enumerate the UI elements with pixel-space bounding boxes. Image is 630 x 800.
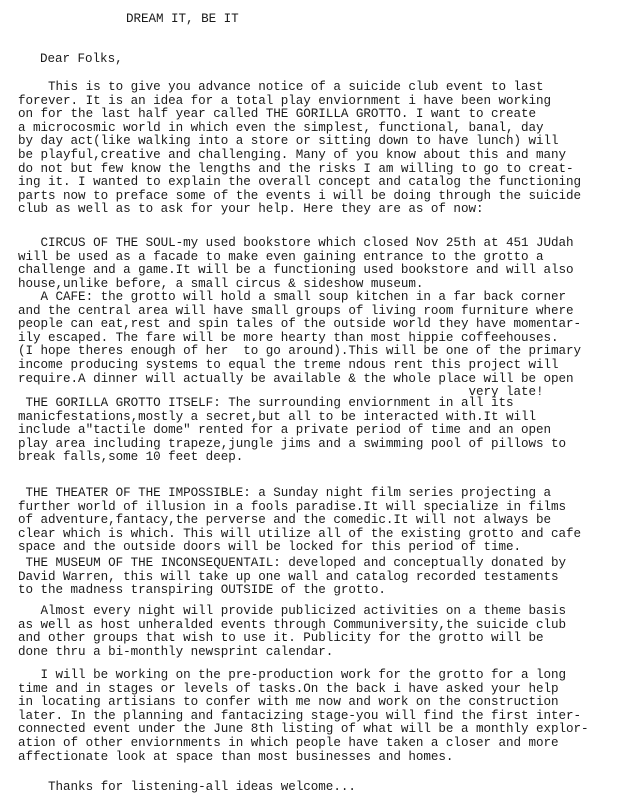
paragraph-theater-of-the-impossible-line: further world of illusion in a fools paradise.It will specialize in films (18, 499, 567, 514)
paragraph-gorilla-grotto-itself-line: THE GORILLA GROTTO ITSELF: The surrounding enviornment in all its (18, 396, 514, 410)
paragraph-pre-production-line: ation of other enviornments in which people have taken a closer and more (18, 736, 559, 750)
paragraph-gorilla-grotto-itself-line: manicfestations,mostly a secret,but all to be interacted with.It will (18, 409, 537, 424)
paragraph-circus-of-the-soul-line: CIRCUS OF THE SOUL-my used bookstore which closed Nov 25th at 451 JUdah (18, 236, 574, 250)
paragraph-gorilla-grotto-itself-line: break falls,some 10 feet deep. (18, 450, 244, 465)
paragraph-circus-of-the-soul-line: will be used as a facade to make even gaining entrance to the grotto a (18, 249, 544, 264)
paragraph-a-cafe-line: ily escaped. The fare will be more hearty than most hippie coffeehouses. (18, 330, 559, 345)
paragraph-activities-line: done thru a bi-monthly newsprint calendar. (18, 644, 334, 659)
paragraph-pre-production-line: time and in stages or levels of tasks.On the back i have asked your help (18, 681, 559, 696)
paragraph-theater-of-the-impossible-line: clear which is which. This will utilize all of the existing grotto and cafe (18, 526, 582, 541)
paragraph-pre-production-line: in locating artisians to confer with me now and work on the construction (18, 695, 559, 710)
paragraph-intro-line: do not but few know the lengths and the risks I am willing to go to creat- (18, 161, 574, 176)
paragraph-pre-production-line: later. In the planning and fantacizing stage-you will find the first inter- (18, 708, 582, 723)
paragraph-intro-line: on for the last half year called THE GORILLA GROTTO. I want to create (18, 107, 537, 122)
paragraph-pre-production-line: connected event under the June 8th listing of what will be a monthly explor- (18, 722, 589, 737)
paragraph-activities-line: Almost every night will provide publicized activities on a theme basis (18, 604, 567, 618)
paragraph-activities-line: and other groups that wish to use it. Publicity for the grotto will be (18, 631, 544, 646)
paragraph-intro-line: forever. It is an idea for a total play enviornment i have been working (18, 93, 552, 108)
paragraph-museum-of-the-inconsequentail-line: to the madness transpiring OUTSIDE of the grotto. (18, 583, 386, 598)
paragraph-a-cafe-line: very late! (18, 385, 544, 400)
paragraph-a-cafe-line: (I hope theres enough of her to go around).This will be one of the primary (18, 344, 582, 359)
paragraph-intro-line: club as well as to ask for your help. Here they are as of now: (18, 202, 484, 217)
paragraph-theater-of-the-impossible-line: of adventure,fantacy,the perverse and the comedic.It will not always be (18, 513, 552, 528)
paragraph-a-cafe-line: require.A dinner will actually be available & the whole place will be open (18, 371, 574, 386)
closing-line: Thanks for listening-all ideas welcome... (18, 780, 356, 794)
paragraph-a-cafe-line: A CAFE: the grotto will hold a small soup kitchen in a far back corner (18, 290, 567, 304)
paragraph-intro-line: a microcosmic world in which even the simplest, functional, banal, day (18, 120, 544, 135)
paragraph-intro-line: ing it. I wanted to explain the overall concept and catalog the functioning (18, 175, 582, 190)
paragraph-activities-line: as well as host unheralded events through Communiversity,the suicide club (18, 617, 567, 632)
paragraph-theater-of-the-impossible-line: space and the outside doors will be locked for this period of time. (18, 540, 522, 555)
paragraph-intro-line: This is to give you advance notice of a suicide club event to last (18, 80, 544, 94)
paragraph-circus-of-the-soul-line: house,unlike before, a small circus & sideshow museum. (18, 276, 424, 291)
paragraph-gorilla-grotto-itself-line: include a"tactile dome" rented for a private period of time and an open (18, 423, 552, 438)
paragraph-a-cafe-line: people can eat,rest and spin tales of the outside world they have momentar- (18, 317, 582, 332)
paragraph-a-cafe-line: and the central area will have small groups of living room furniture where (18, 303, 574, 318)
paragraph-intro-line: parts now to preface some of the events i will be doing through the suicide (18, 188, 582, 203)
paragraph-intro-line: by day act(like walking into a store or sitting down to have lunch) will (18, 134, 559, 149)
paragraph-museum-of-the-inconsequentail-line: THE MUSEUM OF THE INCONSEQUENTAIL: developed and conceptually donated by (18, 556, 567, 570)
salutation: Dear Folks, (40, 52, 123, 66)
paragraph-theater-of-the-impossible-line: THE THEATER OF THE IMPOSSIBLE: a Sunday night film series projecting a (18, 486, 552, 500)
paragraph-gorilla-grotto-itself-line: play area including trapeze,jungle jims and a swimming pool of pillows to (18, 436, 567, 451)
letter-title: DREAM IT, BE IT (126, 12, 239, 26)
paragraph-a-cafe-line: income producing systems to equal the treme ndous rent this project will (18, 358, 559, 372)
paragraph-museum-of-the-inconsequentail-line: David Warren, this will take up one wall and catalog recorded testaments (18, 569, 559, 584)
paragraph-intro-line: be playful,creative and challenging. Many of you know about this and many (18, 148, 567, 162)
paragraph-circus-of-the-soul-line: challenge and a game.It will be a functioning used bookstore and will also (18, 263, 574, 278)
paragraph-pre-production-line: I will be working on the pre-production work for the grotto for a long (18, 668, 567, 682)
paragraph-pre-production-line: affectionate look at space than most businesses and homes. (18, 749, 454, 764)
